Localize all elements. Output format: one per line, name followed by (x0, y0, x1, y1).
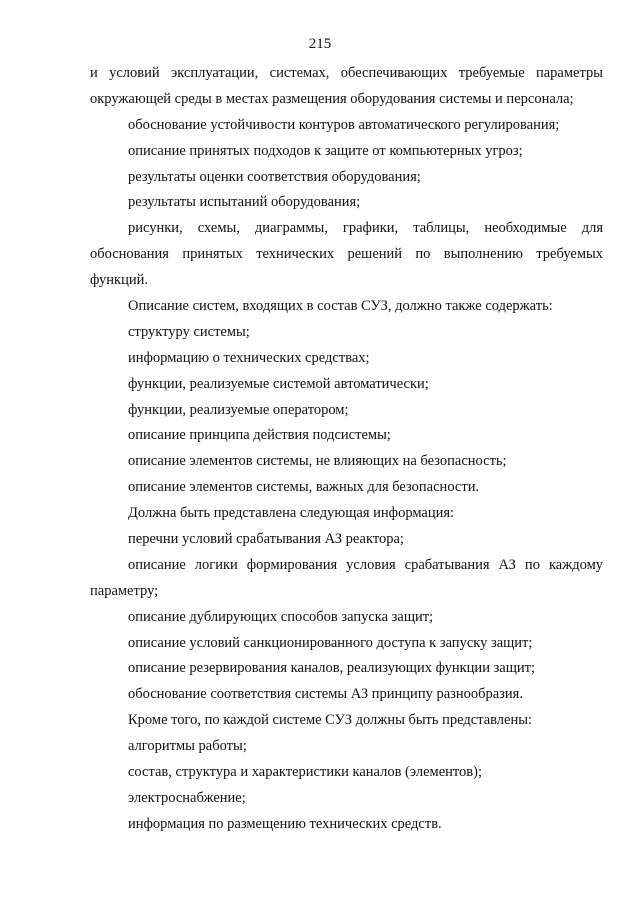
text-line: обоснования принятых технических решений по выполнению требуемых (90, 246, 603, 263)
text-line: электроснабжение; (128, 789, 246, 806)
text-line: перечни условий срабатывания АЗ реактора; (128, 531, 404, 548)
text-line: окружающей среды в местах размещения оборудования системы и персонала; (90, 90, 574, 107)
page-number: 215 (308, 36, 332, 52)
text-line: Кроме того, по каждой системе СУЗ должны быть представлены: (128, 712, 533, 729)
text-line: рисунки, схемы, диаграммы, графики, таблицы, необходимые для (128, 220, 603, 237)
text-line: Описание систем, входящих в состав СУЗ, должно также содержать: (128, 298, 553, 315)
text-line: функций. (90, 272, 148, 289)
text-line: описание логики формирования условия срабатывания АЗ по каждому (128, 556, 603, 573)
text-line: параметру; (90, 582, 159, 599)
text-line: Должна быть представлена следующая информация: (128, 505, 455, 522)
text-line: описание резервирования каналов, реализующих функции защит; (128, 660, 536, 677)
document-body (90, 61, 603, 838)
text-line: описание принятых подходов к защите от компьютерных угроз; (128, 142, 523, 159)
text-line: состав, структура и характеристики каналов (элементов); (128, 764, 482, 781)
text-line: функции, реализуемые оператором; (128, 401, 349, 418)
text-line: описание условий санкционированного доступа к запуску защит; (128, 634, 533, 651)
text-line: описание элементов системы, не влияющих на безопасность; (128, 453, 507, 470)
text-line: обоснование устойчивости контуров автоматического регулирования; (128, 116, 560, 133)
text-line: алгоритмы работы; (128, 738, 247, 755)
text-line: информация по размещению технических средств. (128, 815, 442, 832)
text-line: результаты оценки соответствия оборудования; (128, 168, 421, 185)
text-line: описание дублирующих способов запуска защит; (128, 608, 434, 625)
text-line: описание элементов системы, важных для безопасности. (128, 479, 480, 496)
text-line: функции, реализуемые системой автоматически; (128, 375, 429, 392)
text-line: информацию о технических средствах; (128, 349, 370, 366)
text-line: и условий эксплуатации, системах, обеспечивающих требуемые параметры (90, 65, 603, 81)
text-line: результаты испытаний оборудования; (128, 194, 361, 211)
text-line: обоснование соответствия системы АЗ принципу разнообразия. (128, 686, 523, 703)
text-line: описание принципа действия подсистемы; (128, 427, 391, 444)
text-line: структуру системы; (128, 323, 250, 340)
